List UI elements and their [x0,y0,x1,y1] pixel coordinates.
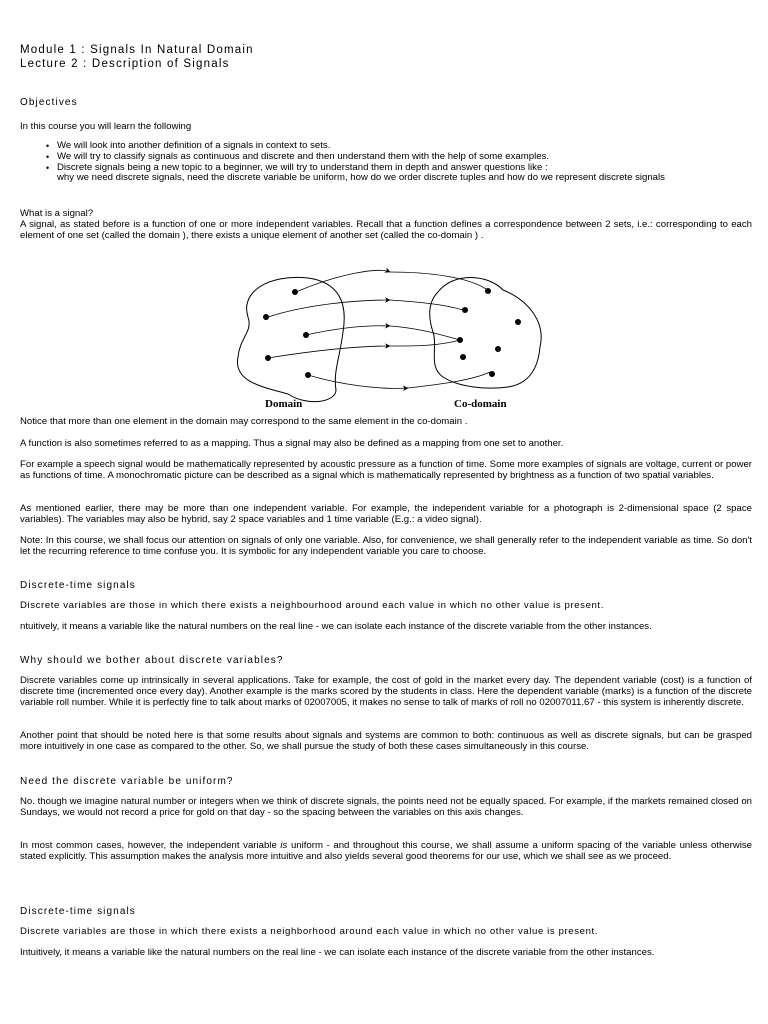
uniform-heading: Need the discrete variable be uniform? [20,776,234,787]
discrete-definition: Discrete variables are those in which there exists a neighbourhood around each value in which no other value is present. [20,600,604,611]
codomain-element [489,371,495,377]
domain-set-outline [237,277,344,401]
domain-codomain-diagram [228,262,548,412]
multiple-variables-paragraph: As mentioned earlier, there may be more than one independent variable. For example, the independent variable for a photograph is 2-dimensional space (2 space variables). The variables may also be hybrid, say 2 space variables and 1 time variable (E.g.: a video signal). [20,503,752,525]
objectives-list [20,141,750,184]
codomain-element [457,337,463,343]
notice-paragraph: Notice that more than one element in the domain may correspond to the same element in the co-domain . [20,416,468,427]
why-paragraph-1: Discrete variables come up intrinsically in several applications. Take for example, the cost of gold in the market every day. The dependent variable (cost) is a function of discrete time (incremented once every day). Another example is the marks scored by the students in class. Here the dependent variable (marks) is a function of the discrete variable roll number. While it is perfectly fine to talk about marks of 02007005, it makes no sense to talk of marks of roll no 02007011.67 - this system is inherently discrete. [20,675,752,708]
mapping-arrow [390,326,460,340]
mapping-paragraph: A function is also sometimes referred to as a mapping. Thus a signal may also be defined as a mapping from one set to another. [20,438,564,449]
discrete-definition-2: Discrete variables are those in which there exists a neighborhood around each value in which no other value is present. [20,926,599,937]
discrete-time-heading: Discrete-time signals [20,580,136,591]
list-item [57,163,750,185]
uniform-paragraph-1: No. though we imagine natural number or integers when we think of discrete signals, the points need not be equally spaced. For example, if the markets remained closed on Sundays, we would not record a price for gold on that day - so the spacing between the variables on this axis changes. [20,796,752,818]
discrete-intuition-2: Intuitively, it means a variable like the natural numbers on the real line - we can isolate each instance of the discrete variable from the other instances. [20,947,655,958]
codomain-set-outline [430,278,541,389]
codomain-element [485,288,491,294]
domain-element [305,372,311,378]
mapping-arrow [390,272,486,289]
mapping-arrow [306,326,390,335]
mapping-arrow [308,375,408,388]
mapping-arrow [268,346,390,358]
domain-element [292,289,298,295]
domain-label: Domain [265,398,303,410]
discrete-time-heading-2: Discrete-time signals [20,906,136,917]
discrete-intuition: ntuitively, it means a variable like the natural numbers on the real line - we can isolate each instance of the discrete variable from the other instances. [20,621,652,632]
mapping-arrow [390,340,460,346]
objectives-intro: In this course you will learn the following [20,121,192,132]
codomain-element [515,319,521,325]
codomain-element [460,354,466,360]
list-item-text: Discrete signals being a new topic to a beginner, we will try to understand them in depth and answer questions like : [57,161,548,173]
domain-element [265,355,271,361]
codomain-element [495,346,501,352]
domain-element [303,332,309,338]
why-heading: Why should we bother about discrete variables? [20,655,284,666]
module-title: Module 1 : Signals In Natural Domain [20,44,254,56]
objectives-heading: Objectives [20,97,78,108]
mapping-arrow [296,270,390,292]
what-is-signal-heading: What is a signal? [20,208,94,219]
mapping-arrow [268,300,390,317]
domain-element [263,314,269,320]
codomain-element [462,307,468,313]
list-item: • We will look into another definition of a signals in context to sets. [57,141,750,152]
speech-paragraph: For example a speech signal would be mathematically represented by acoustic pressure as a function of time. Some more examples of signals are voltage, current or power as functions of time. A monochromatic picture can be described as a signal which is mathematically represented by brightness as a function of two spatial variables. [20,459,752,481]
note-paragraph: Note: In this course, we shall focus our attention on signals of only one variable. Also, for convenience, we shall generally refer to the independent variable as time. So don't let the recurring reference to time confuse you. It is symbolic for any independent variable you care to choose. [20,535,752,557]
emphasis-is: is [280,840,288,851]
bullet-continuation: why we need discrete signals, need the discrete variable be uniform, how do we order discrete tuples and how do we represent discrete signals [57,172,665,184]
codomain-label: Co-domain [454,398,507,410]
lecture-title: Lecture 2 : Description of Signals [20,58,230,70]
what-is-signal-text: A signal, as stated before is a function of one or more independent variables. Recall that a function defines a correspondence between 2 sets, i.e.: corresponding to each element of one set (called the domain ), there exists a unique element of another set (called the co-domain ) . [20,219,752,241]
uniform-paragraph-2: In most common cases, however, the independent variable is uniform - and throughout this course, we shall assume a uniform spacing of the variable unless otherwise stated explicitly. This assumption makes the analysis more intuitive and also yields several good theorems for our use, which we shall see as we proceed. [20,840,753,862]
mapping-arrow [390,300,463,310]
why-paragraph-2: Another point that should be noted here is that some results about signals and systems are common to both: continuous as well as discrete signals, but can be grasped more intuitively in one case as compared to the other. So, we shall pursue the study of both these cases simultaneously in this course. [20,730,752,752]
list-item: • We will try to classify signals as continuous and discrete and then understand them with the help of some examples. [57,152,750,163]
